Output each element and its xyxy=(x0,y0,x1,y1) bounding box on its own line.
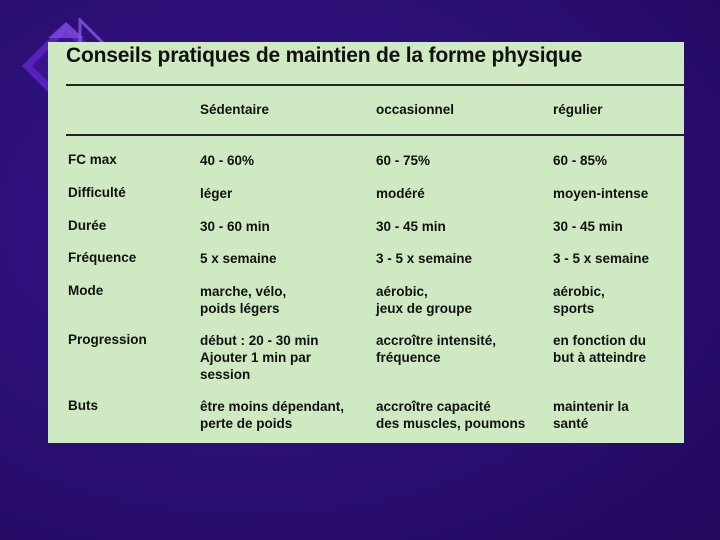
cell-line: début : 20 - 30 min xyxy=(200,333,319,348)
header-top-rule xyxy=(66,84,684,86)
cell-line: accroître intensité, xyxy=(376,333,497,348)
cell-line: jeux de groupe xyxy=(376,301,473,316)
table-cell xyxy=(200,283,370,317)
table-cell xyxy=(376,283,548,317)
table-cell xyxy=(200,185,370,202)
cell-line: santé xyxy=(553,416,589,431)
cell-line: être moins dépendant, xyxy=(200,399,345,414)
row-label: Fréquence xyxy=(68,250,137,265)
cell-line: accroître capacité xyxy=(376,399,491,414)
cell-line: perte de poids xyxy=(200,416,293,431)
table-cell xyxy=(200,152,370,169)
cell-line: 40 - 60% xyxy=(200,153,255,168)
cell-line: modéré xyxy=(376,186,425,201)
table-cell xyxy=(553,152,683,169)
cell-line: Ajouter 1 min par xyxy=(200,350,312,365)
table-cell xyxy=(553,250,683,267)
cell-line: fréquence xyxy=(376,350,441,365)
cell-line: des muscles, poumons xyxy=(376,416,526,431)
cell-line: 30 - 45 min xyxy=(376,219,446,234)
cell-line: poids légers xyxy=(200,301,280,316)
table-cell xyxy=(553,218,683,235)
cell-line: 30 - 45 min xyxy=(553,219,623,234)
cell-line: but à atteindre xyxy=(553,350,647,365)
column-header-occasionnel: occasionnel xyxy=(376,102,455,117)
table-cell xyxy=(376,218,548,235)
table-cell xyxy=(553,185,683,202)
cell-line: aérobic, xyxy=(376,284,428,299)
table-cell xyxy=(376,250,548,267)
cell-line: marche, vélo, xyxy=(200,284,287,299)
cell-line: 60 - 85% xyxy=(553,153,608,168)
table-card xyxy=(48,42,684,443)
table-cell xyxy=(376,332,548,366)
cell-line: maintenir la xyxy=(553,399,629,414)
row-label: Progression xyxy=(68,332,147,347)
cell-line: session xyxy=(200,367,251,382)
column-header-regulier: régulier xyxy=(553,102,603,117)
table-cell xyxy=(553,283,683,317)
cell-line: aérobic, xyxy=(553,284,605,299)
cell-line: moyen-intense xyxy=(553,186,649,201)
row-label: Durée xyxy=(68,218,107,233)
slide-title: Conseils pratiques de maintien de la forme physique xyxy=(66,44,583,67)
table-cell xyxy=(200,250,370,267)
row-label: Mode xyxy=(68,283,104,298)
cell-line: 5 x semaine xyxy=(200,251,277,266)
cell-line: 3 - 5 x semaine xyxy=(553,251,650,266)
table-cell xyxy=(200,332,370,383)
cell-line: 3 - 5 x semaine xyxy=(376,251,473,266)
row-label: Buts xyxy=(68,398,98,413)
cell-line: sports xyxy=(553,301,595,316)
cell-line: 60 - 75% xyxy=(376,153,431,168)
table-cell xyxy=(376,152,548,169)
table-cell xyxy=(553,398,683,432)
table-cell xyxy=(553,332,683,366)
row-label: FC max xyxy=(68,152,117,167)
column-header-sedentaire: Sédentaire xyxy=(200,102,270,117)
header-bottom-rule xyxy=(66,134,684,136)
table-cell xyxy=(200,218,370,235)
cell-line: 30 - 60 min xyxy=(200,219,270,234)
table-cell xyxy=(376,398,548,432)
cell-line: en fonction du xyxy=(553,333,646,348)
row-label: Difficulté xyxy=(68,185,126,200)
table-cell xyxy=(200,398,370,432)
cell-line: léger xyxy=(200,186,233,201)
table-cell xyxy=(376,185,548,202)
